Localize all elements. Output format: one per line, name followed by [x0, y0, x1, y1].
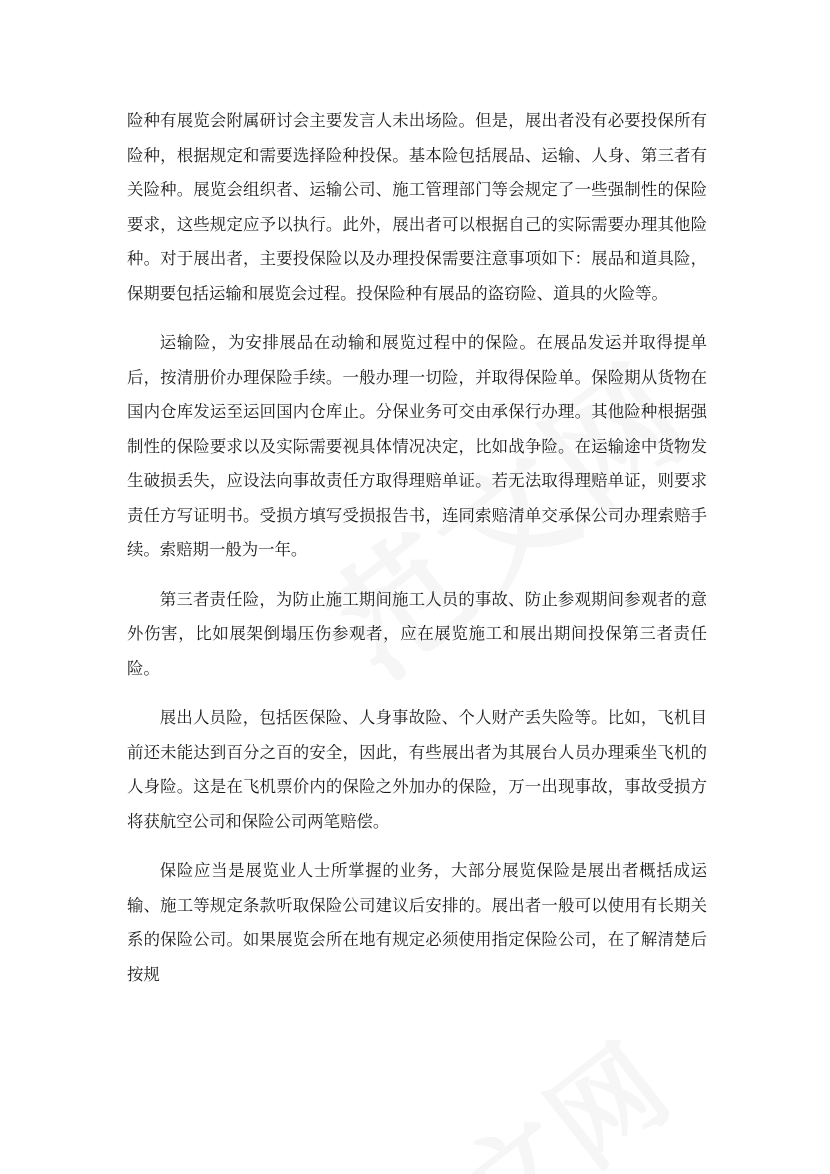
- watermark: [328, 1000, 700, 1174]
- paragraph-personnel-insurance: 展出人员险，包括医保险、人身事故险、个人财产丢失险等。比如，飞机目前还未能达到百分之百的安全，因此，有些展出者为其展台人员办理乘坐飞机的人身险。这是在飞机票价内的保险之外加办的保险，万一出现事故，事故受损方将获航空公司和保险公司两笔赔偿。: [127, 708, 707, 831]
- paragraph-insurance-summary: 保险应当是展览业人士所掌握的业务，大部分展览保险是展出者概括成运输、施工等规定条款听取保险公司建议后安排的。展出者一般可以使用有长期关系的保险公司。如果展览会所在地有规定必须使用指定保险公司，在了解清楚后按规: [127, 861, 707, 984]
- paragraph-third-party-insurance: 第三者责任险，为防止施工期间施工人员的事故、防止参观期间参观者的意外伤害，比如展架倒塌压伤参观者，应在展览施工和展出期间投保第三者责任险。: [127, 589, 707, 678]
- paragraph-1: 险种有展览会附属研讨会主要发言人未出场险。但是，展出者没有必要投保所有险种，根据规定和需要选择险种投保。基本险包括展品、运输、人身、第三者有关险种。展览会组织者、运输公司、施工管理部门等会规定了一些强制性的保险要求，这些规定应予以执行。此外，展出者可以根据自己的实际需要办理其他险种。对于展出者，主要投保险以及办理投保需要注意事项如下：展品和道具险，保期要包括运输和展览会过程。投保险种有展品的盗窃险、道具的火险等。: [127, 111, 707, 303]
- paragraph-transport-insurance: 运输险，为安排展品在动输和展览过程中的保险。在展品发运并取得提单后，按清册价办理保险手续。一般办理一切险，并取得保险单。保险期从货物在国内仓库发运至运回国内仓库止。分保业务可交由承保行办理。其他险种根据强制性的保险要求以及实际需要视具体情况决定，比如战争险。在运输途中货物发生破损丢失，应设法向事故责任方取得理赔单证。若无法取得理赔单证，则要求责任方写证明书。受损方填写受损报告书，连同索赔清单交承保公司办理索赔手续。索赔期一般为一年。: [127, 333, 707, 559]
- document-body: [127, 104, 707, 1007]
